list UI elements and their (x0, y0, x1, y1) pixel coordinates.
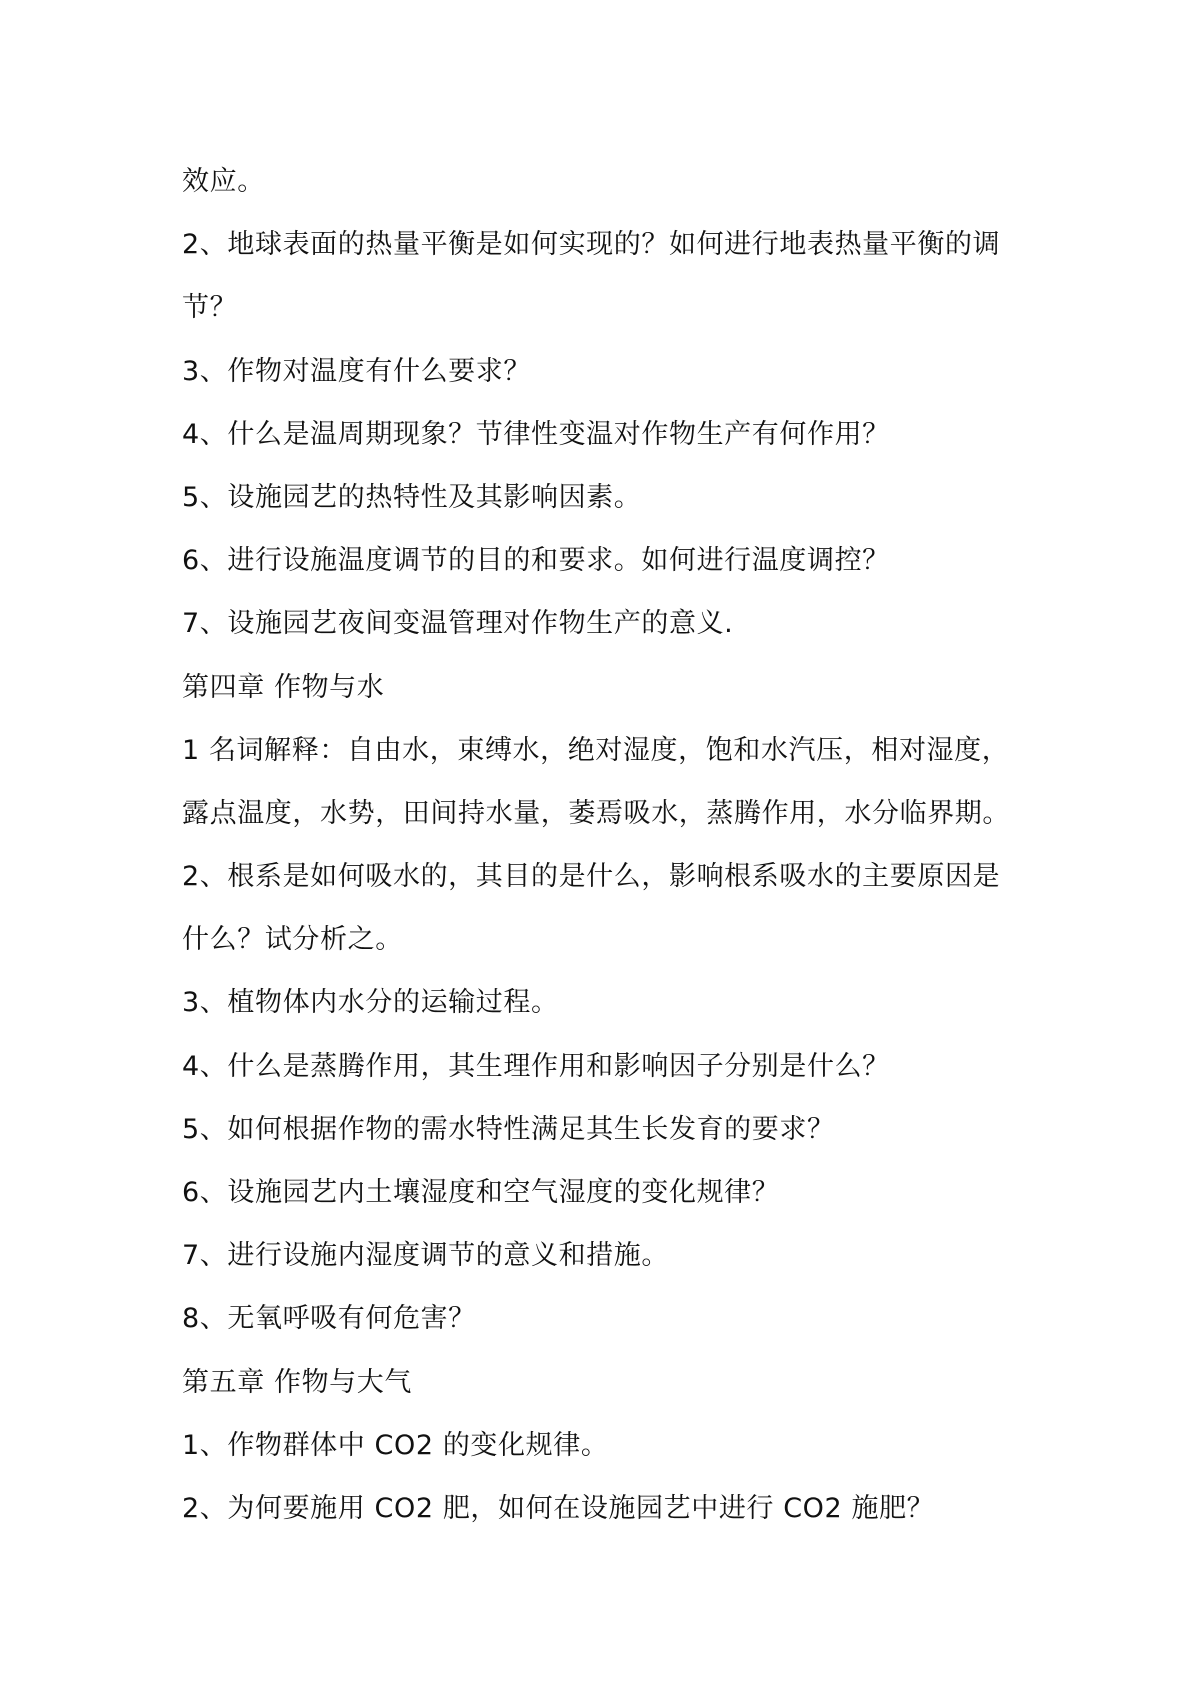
question-5: 5、设施园艺的热特性及其影响因素。 (182, 481, 642, 513)
document-body (182, 150, 1032, 1540)
text-line: 效应。 (182, 166, 265, 197)
ch5-question-2: 2、为何要施用 CO2 肥，如何在设施园艺中进行 CO2 施肥？ (182, 1492, 935, 1524)
ch4-question-3: 3、植物体内水分的运输过程。 (182, 987, 559, 1019)
question-2: 2、地球表面的热量平衡是如何实现的？如何进行地表热量平衡的调 (182, 229, 1001, 261)
text-line: 露点温度，水势，田间持水量，萎焉吸水，蒸腾作用，水分临界期。 (182, 797, 1010, 829)
question-6: 6、进行设施温度调节的目的和要求。如何进行温度调控？ (182, 545, 890, 577)
text-line: 什么？试分析之。 (182, 924, 403, 956)
question-4: 4、什么是温周期现象？节律性变温对作物生产有何作用？ (182, 418, 890, 450)
ch4-question-4: 4、什么是蒸腾作用，其生理作用和影响因子分别是什么？ (182, 1050, 890, 1082)
chapter-5-heading: 第五章 作物与大气 (182, 1366, 412, 1398)
ch4-question-6: 6、设施园艺内土壤湿度和空气湿度的变化规律？ (182, 1177, 780, 1208)
ch4-question-5: 5、如何根据作物的需水特性满足其生长发育的要求？ (182, 1113, 835, 1145)
ch4-question-8: 8、无氧呼吸有何危害？ (182, 1303, 476, 1335)
text-line: 节？ (182, 292, 238, 324)
question-7: 7、设施园艺夜间变温管理对作物生产的意义. (182, 608, 734, 640)
ch4-question-7: 7、进行设施内湿度调节的意义和措施。 (182, 1240, 669, 1272)
chapter-4-heading: 第四章 作物与水 (182, 671, 385, 703)
question-3: 3、作物对温度有什么要求？ (182, 355, 531, 387)
ch4-question-2: 2、根系是如何吸水的，其目的是什么，影响根系吸水的主要原因是 (182, 861, 1001, 893)
ch5-question-1: 1、作物群体中 CO2 的变化规律。 (182, 1429, 609, 1461)
ch4-question-1: 1 名词解释：自由水，束缚水，绝对湿度，饱和水汽压，相对湿度， (182, 734, 1010, 766)
